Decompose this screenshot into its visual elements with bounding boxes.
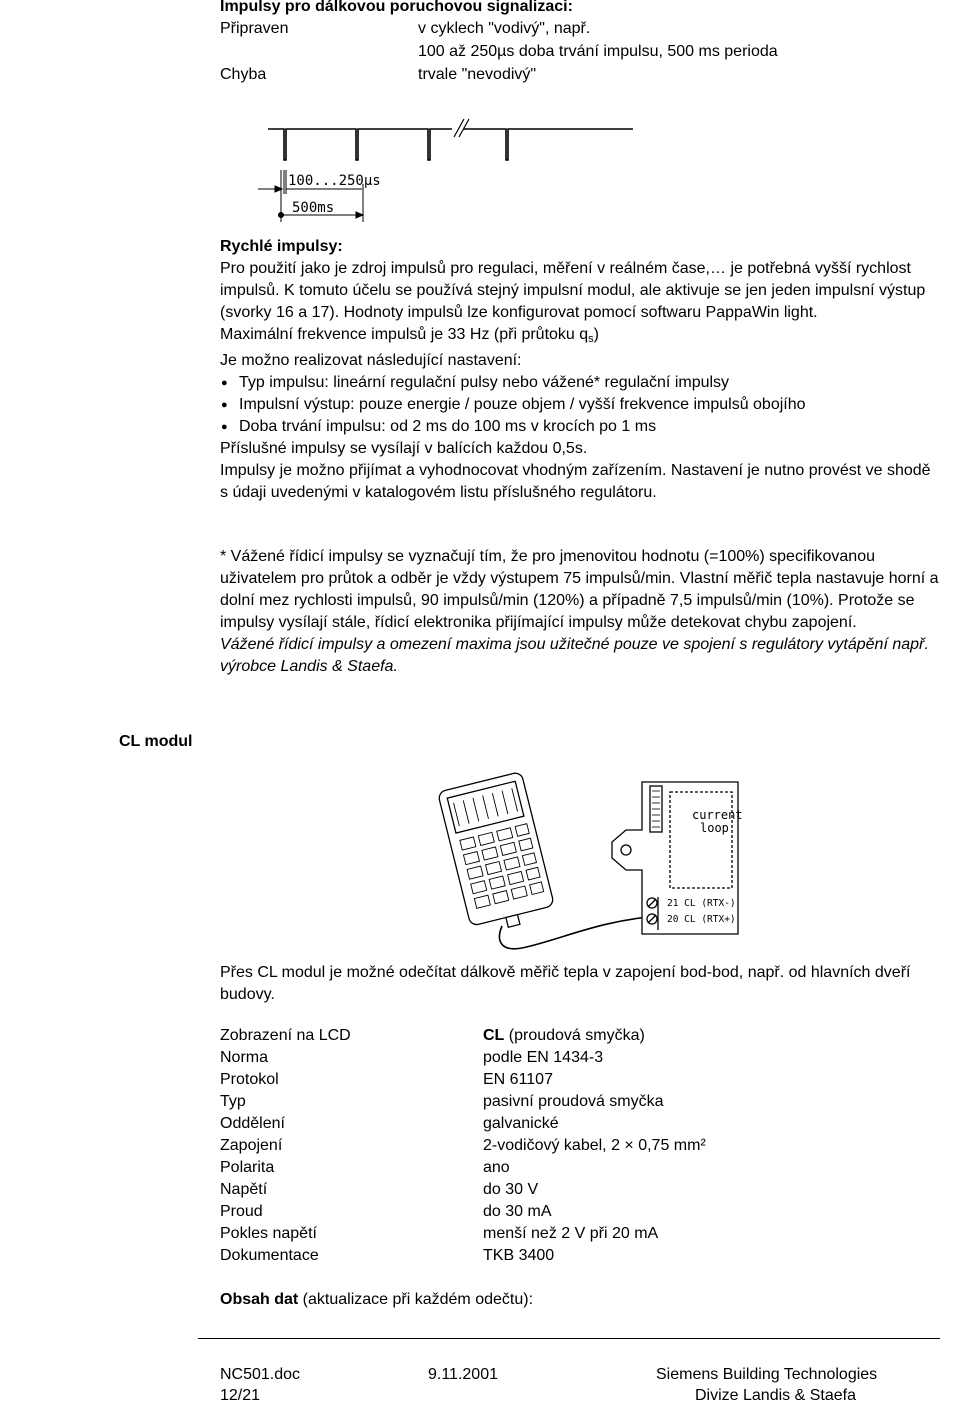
spec-row bbox=[220, 1115, 920, 1137]
spec-row bbox=[220, 1071, 920, 1093]
footer-division: Divize Landis & Staefa bbox=[695, 1387, 856, 1404]
footer-company: Siemens Building Technologies bbox=[656, 1366, 878, 1383]
settings-intro: Je možno realizovat následující nastavení: bbox=[220, 352, 522, 369]
cl-description: Přes CL modul je možné odečítat dálkově měřič tepla v zapojení bod-bod, např. od hlavních dveří budovy. bbox=[220, 964, 911, 1003]
spec-value: do 30 mA bbox=[483, 1203, 552, 1220]
error-label: Chyba bbox=[220, 66, 267, 83]
ready-label: Připraven bbox=[220, 20, 289, 37]
pulse-width-label: 100...250µs bbox=[288, 173, 381, 189]
spec-value-bold: CL bbox=[483, 1027, 505, 1044]
spec-label: Typ bbox=[220, 1093, 246, 1110]
weighted-pulses-section bbox=[220, 546, 940, 678]
fast-pulses-heading: Rychlé impulsy: bbox=[220, 238, 343, 255]
pulses-heading: Impulsy pro dálkovou poruchovou signalizaci: bbox=[220, 0, 573, 15]
spec-row bbox=[220, 1159, 920, 1181]
spec-value: EN 61107 bbox=[483, 1071, 553, 1088]
spec-label: Pokles napětí bbox=[220, 1225, 317, 1242]
max-frequency-end: ) bbox=[593, 326, 599, 343]
footer-date: 9.11.2001 bbox=[428, 1366, 498, 1383]
footer-divider bbox=[198, 1338, 940, 1339]
module-label-loop: loop bbox=[700, 821, 729, 835]
spec-value: ano bbox=[483, 1159, 510, 1176]
error-text: trvale "nevodivý" bbox=[418, 66, 537, 83]
spec-label: Zobrazení na LCD bbox=[220, 1027, 351, 1044]
period-label: 500ms bbox=[292, 200, 335, 216]
spec-label: Napětí bbox=[220, 1181, 268, 1198]
spec-value: podle EN 1434-3 bbox=[483, 1049, 604, 1066]
spec-value: do 30 V bbox=[483, 1181, 539, 1198]
spec-label: Zapojení bbox=[220, 1137, 283, 1154]
spec-row bbox=[220, 1225, 920, 1247]
receive-text: Impulsy je možno přijímat a vyhodnocovat vhodným zařízením. Nastavení je nutno provést ve shodě s údaji uvedenými v katalogovém listu příslušného regulátoru. bbox=[220, 462, 931, 501]
spec-value bbox=[483, 1027, 645, 1045]
data-content-heading bbox=[220, 1291, 533, 1309]
spec-value-text: (proudová smyčka) bbox=[504, 1027, 645, 1044]
spec-value: TKB 3400 bbox=[483, 1247, 555, 1264]
spec-value: pasivní proudová smyčka bbox=[483, 1093, 664, 1110]
spec-label: Proud bbox=[220, 1203, 263, 1220]
data-content-bold: Obsah dat bbox=[220, 1291, 299, 1308]
terminal-20-label: 20 CL (RTX+) bbox=[667, 914, 736, 925]
max-frequency-text: Maximální frekvence impulsů je 33 Hz (při průtoku q bbox=[220, 326, 589, 343]
data-content-rest: (aktualizace při každém odečtu): bbox=[298, 1291, 534, 1308]
spec-row bbox=[220, 1093, 920, 1115]
cl-module-board bbox=[612, 782, 738, 934]
waveform-signal bbox=[268, 129, 633, 160]
spec-label: Dokumentace bbox=[220, 1247, 319, 1264]
spec-label: Oddělení bbox=[220, 1115, 285, 1132]
fast-pulses-intro: Pro použití jako je zdroj impulsů pro regulaci, měření v reálném čase,… je potřebná vyšší rychlost impulsů. K tomuto účelu se používá stejný impulsní modul, ale aktivuje se jen jeden impulsní výstup (svorky 16 a 17). Hodnoty impulsů lze konfigurovat pomocí softwaru PappaWin light. bbox=[220, 260, 926, 321]
pulse-waveform-diagram bbox=[240, 112, 640, 222]
handheld-terminal bbox=[438, 772, 557, 936]
settings-bullet-type: ● Typ impulsu: lineární regulační pulsy nebo vážené* regulační impulsy bbox=[220, 372, 940, 394]
settings-bullet-output: ● Impulsní výstup: pouze energie / pouze objem / vyšší frekvence impulsů obojího bbox=[220, 394, 940, 416]
spec-value: 2-vodičový kabel, 2 × 0,75 mm² bbox=[483, 1137, 706, 1154]
spec-value: menší než 2 V při 20 mA bbox=[483, 1225, 659, 1242]
break-mark bbox=[454, 119, 469, 137]
terminal-21-label: 21 CL (RTX-) bbox=[667, 898, 736, 909]
spec-row bbox=[220, 1247, 920, 1269]
ready-text-2: 100 až 250µs doba trvání impulsu, 500 ms perioda bbox=[418, 43, 778, 60]
spec-row bbox=[220, 1049, 920, 1071]
spec-row bbox=[220, 1137, 920, 1159]
connection-cable bbox=[499, 916, 660, 949]
weighted-pulses-note: Vážené řídicí impulsy a omezení maxima jsou užitečné pouze ve spojení s regulátory vytápění např. výrobce Landis & Staefa. bbox=[220, 636, 929, 675]
fast-pulses-section bbox=[220, 236, 940, 504]
weighted-pulses-text: * Vážené řídicí impulsy se vyznačují tím, že pro jmenovitou hodnotu (=100%) specifikovanou uživatelem pro průtok a odběr je vždy výstupem 75 impulsů/min. Vlastní měřič tepla nastavuje horní a dolní mez rychlosti impulsů, 90 impulsů/min (120%) a případně 7,5 impulsů/min (10%). Protože se impulsy vysílají stále, řídicí elektronika přijímající impulsy může detekovat chybu zapojení. bbox=[220, 548, 939, 631]
spec-row bbox=[220, 1027, 920, 1049]
cl-module-heading: CL modul bbox=[119, 733, 193, 750]
footer-page: 12/21 bbox=[220, 1387, 261, 1404]
cl-module-illustration bbox=[430, 770, 750, 960]
max-frequency-subscript: s bbox=[588, 333, 594, 345]
ready-text-1: v cyklech "vodivý", např. bbox=[418, 20, 591, 37]
spec-value: galvanické bbox=[483, 1115, 559, 1132]
settings-bullet-duration: ● Doba trvání impulsu: od 2 ms do 100 ms v krocích po 1 ms bbox=[220, 416, 940, 438]
module-label-current: current bbox=[692, 808, 743, 822]
spec-label: Norma bbox=[220, 1049, 269, 1066]
settings-list bbox=[220, 372, 940, 438]
spec-row bbox=[220, 1181, 920, 1203]
spec-label: Polarita bbox=[220, 1159, 275, 1176]
spec-label: Protokol bbox=[220, 1071, 279, 1088]
packets-text: Příslušné impulsy se vysílají v balících každou 0,5s. bbox=[220, 440, 588, 457]
spec-row bbox=[220, 1203, 920, 1225]
max-frequency-line bbox=[220, 324, 940, 350]
footer-file: NC501.doc bbox=[220, 1366, 301, 1383]
